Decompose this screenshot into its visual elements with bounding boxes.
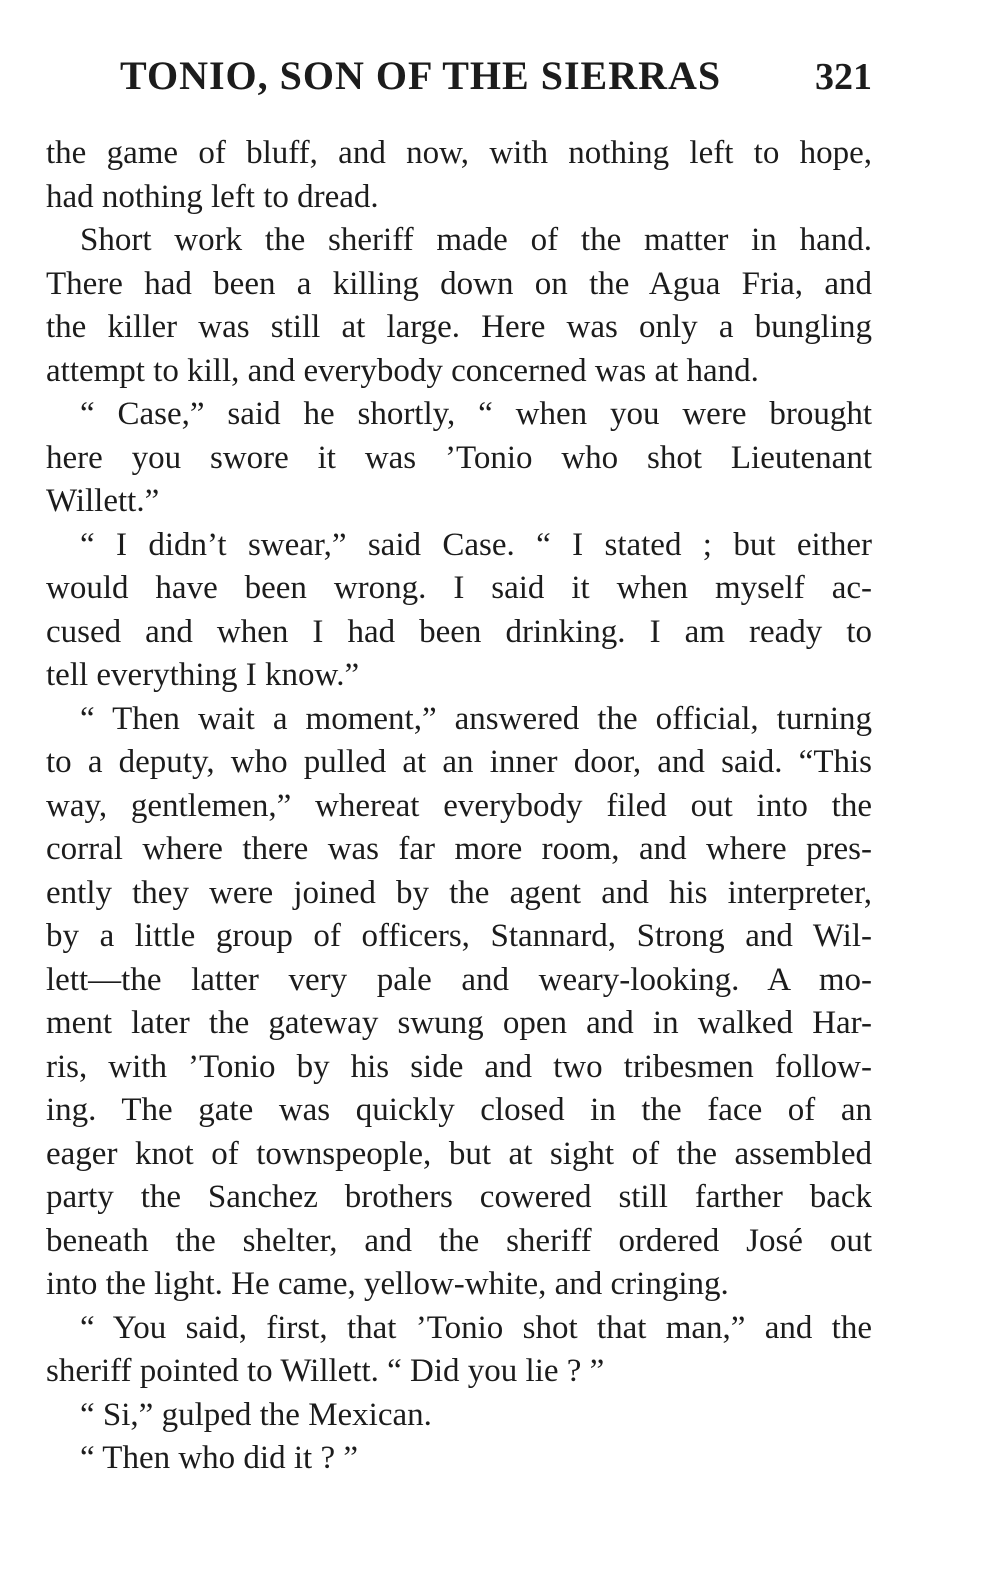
text-line: ently they were joined by the agent and his interpreter, [46, 874, 872, 911]
text-line: ris, with ’Tonio by his side and two tribesmen follow- [46, 1048, 872, 1085]
text-line: “ I didn’t swear,” said Case. “ I stated ; but either [80, 526, 872, 563]
text-line: to a deputy, who pulled at an inner door, and said. “This [46, 744, 872, 780]
running-title: TONIO, SON OF THE SIERRAS [120, 53, 722, 98]
text-line: Willett.” [46, 483, 160, 519]
text-line: corral where there was far more room, and where pres- [46, 831, 872, 867]
text-line: “ You said, first, that ’Tonio shot that man,” and the [80, 1309, 872, 1346]
text-line: into the light. He came, yellow-white, and cringing. [46, 1266, 729, 1302]
text-line: beneath the shelter, and the sheriff ordered José out [46, 1222, 872, 1259]
text-line: the killer was still at large. Here was only a bungling [46, 309, 872, 345]
text-line: There had been a killing down on the Agua Fria, and [46, 265, 872, 302]
text-line: lett—the latter very pale and weary-looking. A mo- [46, 961, 872, 998]
text-line: sheriff pointed to Willett. “ Did you lie ? ” [46, 1353, 605, 1389]
text-line: by a little group of officers, Stannard, Strong and Wil- [46, 918, 872, 954]
book-page [46, 52, 872, 1481]
text-line: cused and when I had been drinking. I am ready to [46, 613, 872, 650]
text-line: Short work the sheriff made of the matter in hand. [80, 222, 872, 258]
text-line: “ Then who did it ? ” [80, 1440, 358, 1476]
text-line: tell everything I know.” [46, 657, 360, 693]
text-line: attempt to kill, and everybody concerned was at hand. [46, 352, 759, 389]
body-text [46, 132, 872, 1481]
text-line: ing. The gate was quickly closed in the face of an [46, 1092, 872, 1128]
text-line: the game of bluff, and now, with nothing left to hope, [46, 135, 872, 171]
page-number: 321 [815, 56, 872, 98]
running-head [46, 52, 872, 110]
text-line: “ Then wait a moment,” answered the official, turning [80, 700, 872, 737]
text-line: had nothing left to dread. [46, 178, 379, 215]
text-line: here you swore it was ’Tonio who shot Lieutenant [46, 439, 872, 476]
text-line: party the Sanchez brothers cowered still farther back [46, 1179, 872, 1215]
text-line: eager knot of townspeople, but at sight of the assembled [46, 1135, 872, 1172]
text-line: would have been wrong. I said it when myself ac- [46, 570, 872, 606]
text-line: ment later the gateway swung open and in walked Har- [46, 1005, 872, 1041]
text-line: “ Si,” gulped the Mexican. [80, 1396, 432, 1433]
text-line: “ Case,” said he shortly, “ when you were brought [80, 396, 872, 432]
text-line: way, gentlemen,” whereat everybody filed out into the [46, 787, 872, 824]
